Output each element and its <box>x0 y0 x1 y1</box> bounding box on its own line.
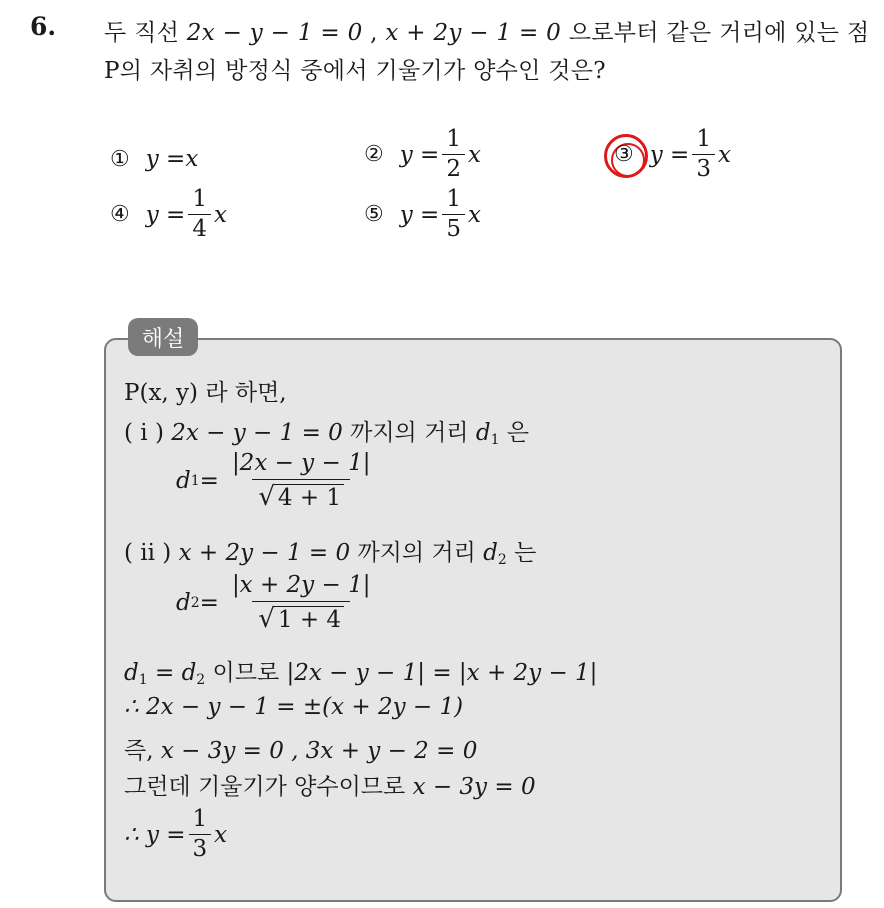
solution-line-6: $d_1 = d_2$ 이므로 |2x − y − 1| = |x + 2y − 1| <box>124 660 598 688</box>
option-1[interactable]: ① y = x <box>110 146 199 172</box>
d1-fraction: |2x − y − 1| √ 4 + 1 <box>231 450 371 512</box>
solution-line-4: ( ii ) x + 2y − 1 = 0 까지의 거리 $d_2$ 는 <box>124 540 537 568</box>
option-2[interactable]: ② y = $\frac{1}{2}$ x <box>364 126 481 182</box>
sqrt-symbol: √ 1 + 4 <box>258 606 344 632</box>
final-fraction: $\frac{1}{3}$ <box>189 808 212 861</box>
solution-line-9: 그런데 기울기가 양수이므로 x − 3y = 0 <box>124 774 536 800</box>
option-5-fraction: $\frac{1}{5}$ <box>442 188 465 241</box>
option-4-fraction: $\frac{1}{4}$ <box>188 188 211 241</box>
question-text-line2: P의 자취의 방정식 중에서 기울기가 양수인 것은? <box>104 58 606 84</box>
option-3[interactable]: ③ y = $\frac{1}{3}$ x <box>614 126 731 182</box>
d2-fraction: |x + 2y − 1| √ 1 + 4 <box>231 572 371 634</box>
question-number: 6. <box>30 12 57 41</box>
option-5[interactable]: ⑤ y = $\frac{1}{5}$ x <box>364 186 481 242</box>
option-4[interactable]: ④ y = $\frac{1}{4}$ x <box>110 186 227 242</box>
solution-d2-formula: d 2 = |x + 2y − 1| √ 1 + 4 <box>176 574 379 632</box>
option-3-fraction: $\frac{1}{3}$ <box>692 128 715 181</box>
solution-final-answer: ∴ y = $\frac{1}{3}$ x <box>124 806 228 862</box>
question-text-line1: 두 직선 2x − y − 1 = 0 , x + 2y − 1 = 0 으로부터 같은 거리에 있는 점 <box>104 20 870 46</box>
sqrt-symbol: √ 4 + 1 <box>258 484 344 510</box>
solution-tag: 해설 <box>128 318 198 356</box>
solution-line-1: P(x, y) 라 하면, <box>124 380 287 406</box>
solution-line-7: ∴ 2x − y − 1 = ±(x + 2y − 1) <box>124 694 464 720</box>
option-2-fraction: $\frac{1}{2}$ <box>442 128 465 181</box>
solution-line-2: ( i ) 2x − y − 1 = 0 까지의 거리 $d_1$ 은 <box>124 420 530 448</box>
solution-d1-formula: d 1 = |2x − y − 1| √ 4 + 1 <box>176 452 379 510</box>
solution-line-8: 즉, x − 3y = 0 , 3x + y − 2 = 0 <box>124 738 478 764</box>
